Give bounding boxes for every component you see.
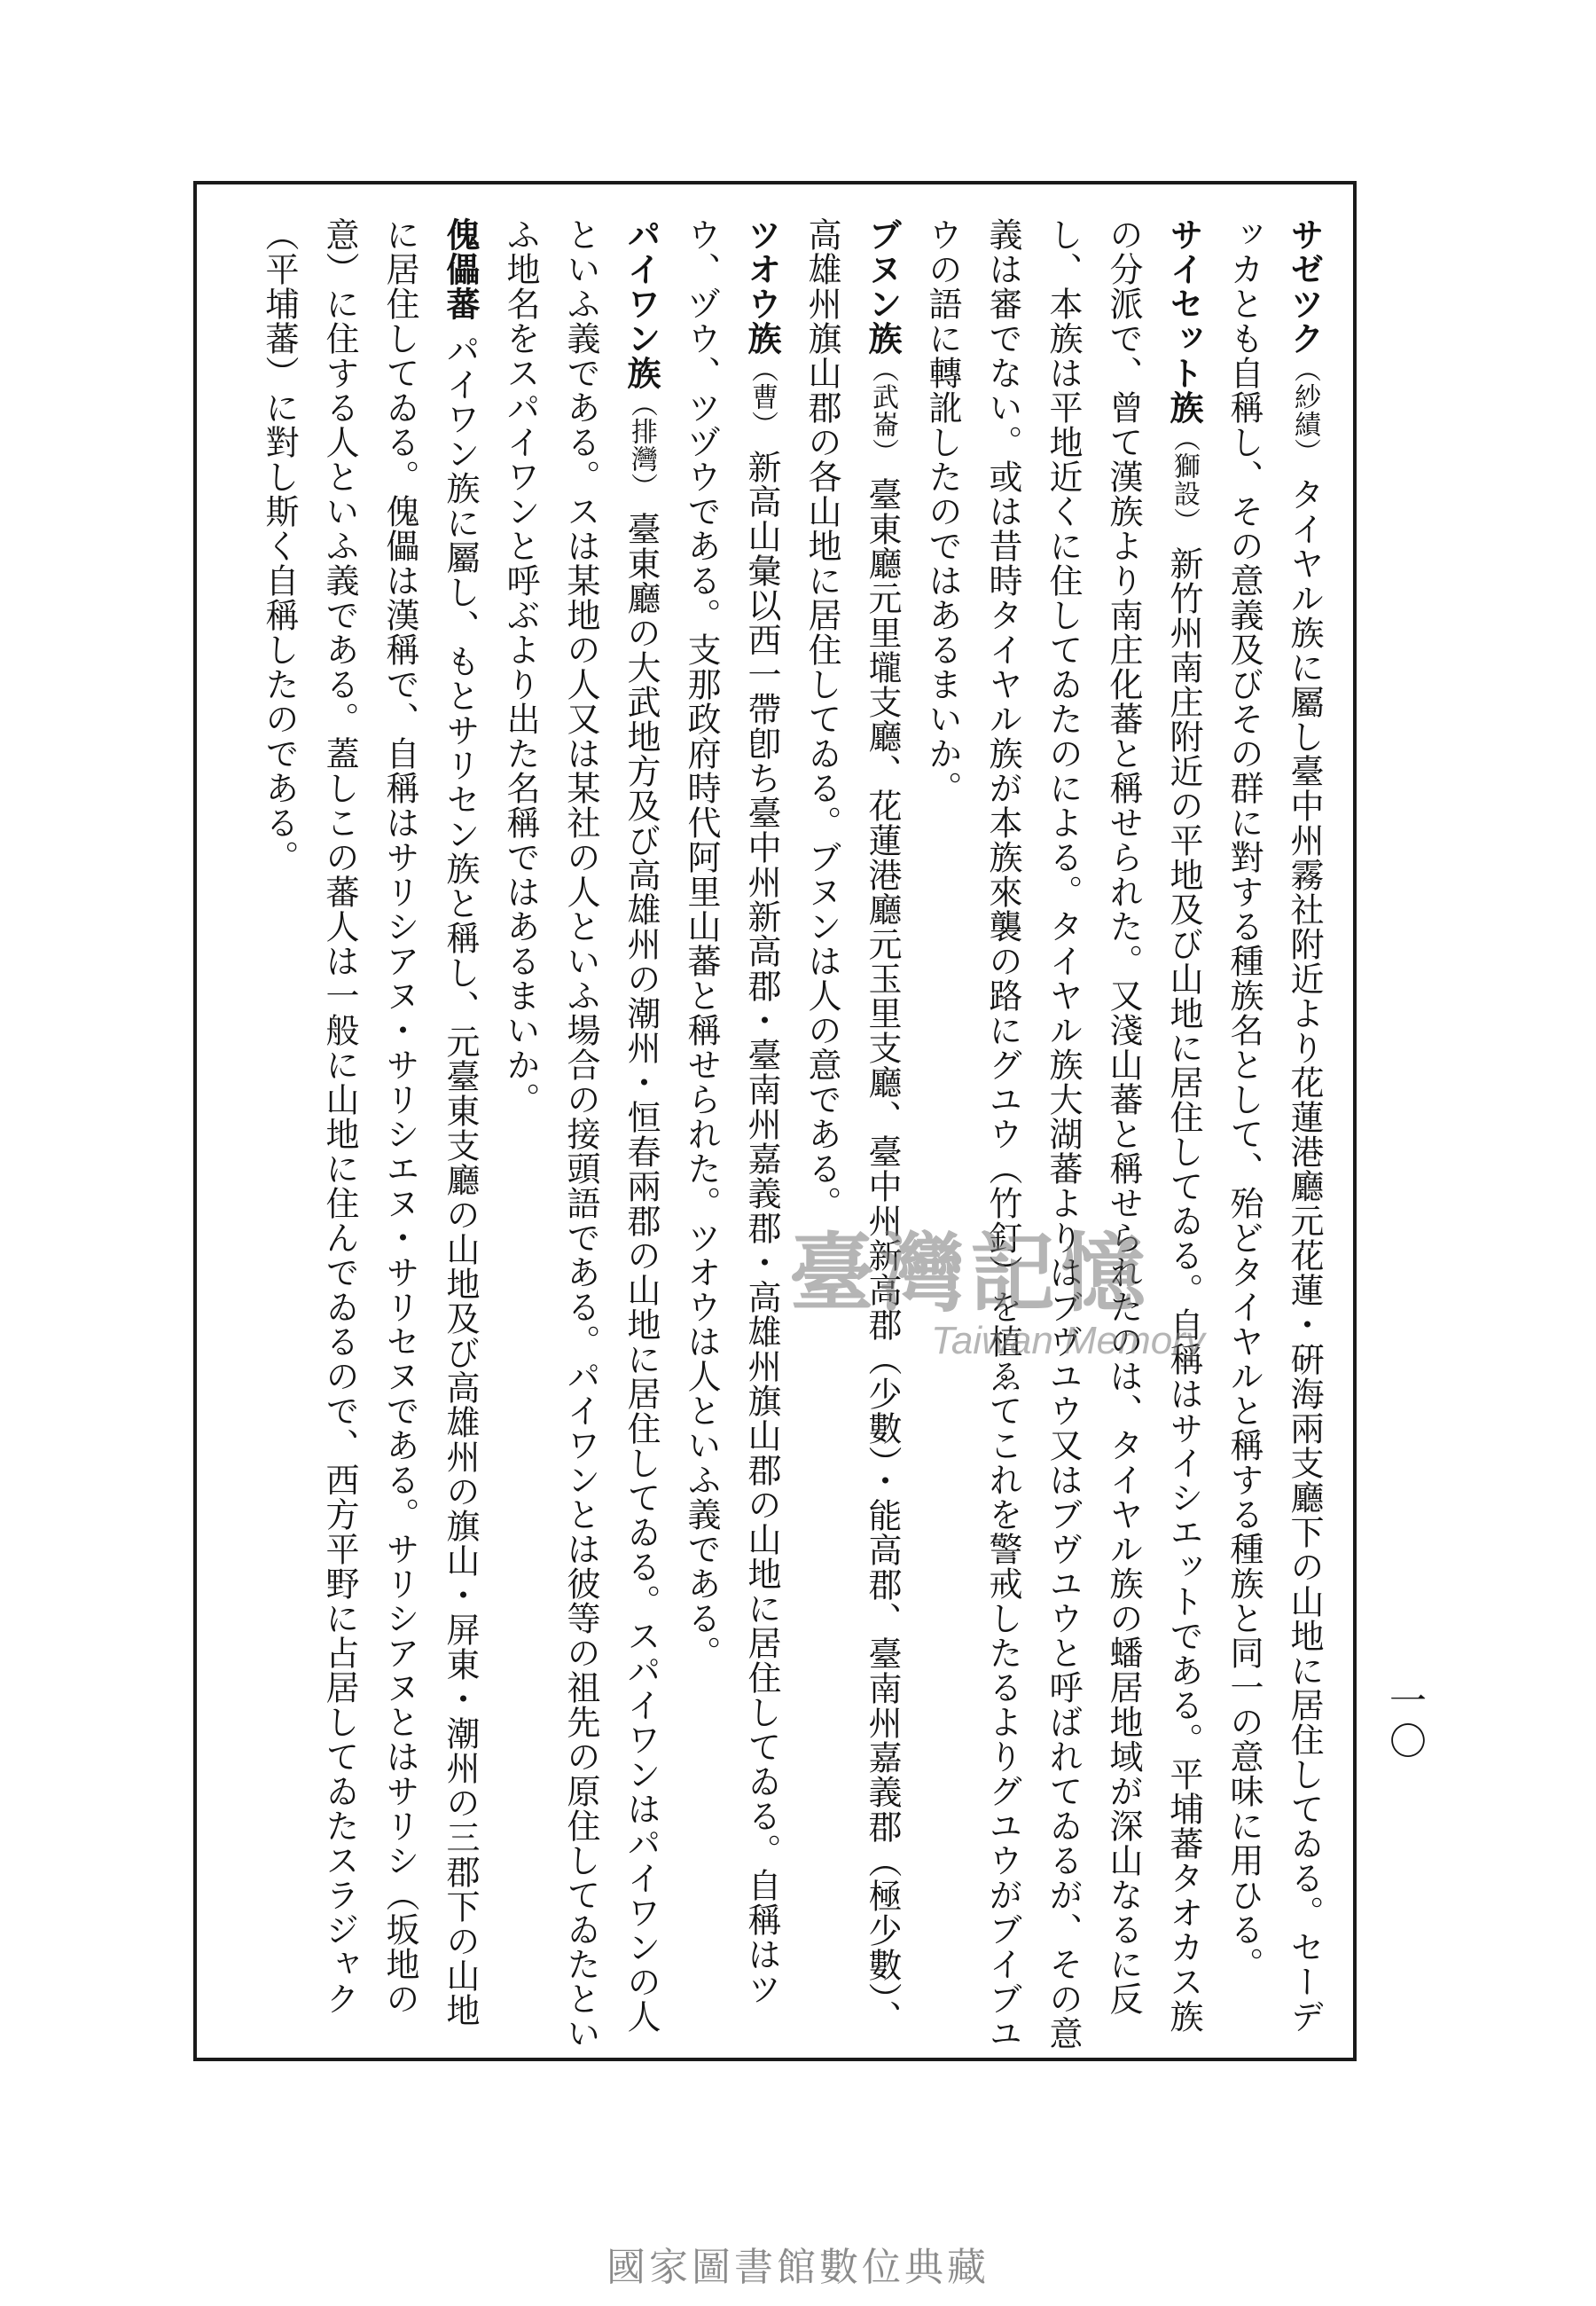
watermark-en-text: Taiwan Memory (931, 1319, 1205, 1362)
entry-bunun (792, 217, 912, 2053)
entry-term: ツオウ族 (742, 217, 781, 356)
entry-paiwan (490, 217, 671, 2053)
entry-kairai (249, 217, 490, 2053)
entry-term: サイセット族 (1164, 217, 1203, 425)
footer-archive-label: 國家圖書館數位典藏 (606, 2245, 990, 2290)
entry-text: 臺東廳の大武地方及び高雄州の潮州・恒春兩郡の山地に居住してゐる。スパイワンはパイワンの人といふ義である。スは某地の人又は某社の人といふ場合の接頭語である。パイワンとは彼等の祖先の原住してゐたといふ地名をスパイワンと呼ぶより出た名稱ではあるまいか。 (501, 217, 661, 2051)
entry-reading: （紗績） (1289, 356, 1320, 466)
entry-text: 新竹州南庄附近の平地及び山地に居住してゐる。自稱はサイシエットである。平埔蕃タオカス族の分派で、曾て漢族より南庄化蕃と稱せられた。又淺山蕃と稱せられたのは、タイヤル族の蟠居地域が深山なるに反し、本族は平地近くに住してゐたのによる。タイヤル族大湖蕃よりはブヴユウ又はブヴユウと呼ばれてゐるが、その意義は審でない。或は昔時タイヤル族が本族來襲の路にグユウ（竹釘）を植ゑてこれを警戒したるよりグユウがブイブユウの語に轉訛したのではあるまいか。 (923, 217, 1203, 2051)
entry-sazekku (1214, 217, 1334, 2053)
entry-reading: （排灣） (626, 390, 657, 500)
entry-saisetto (912, 217, 1214, 2053)
entry-term: パイワン族 (622, 217, 661, 390)
watermark-cjk-text: 臺灣記憶 (789, 1223, 1151, 1323)
entry-term: サゼツク (1285, 217, 1324, 356)
entry-reading: （曹） (747, 356, 778, 438)
main-text (217, 217, 1334, 2053)
entry-reading: （獅設） (1169, 425, 1200, 535)
entry-tsou (671, 217, 792, 2053)
entry-term: ブヌン族 (863, 217, 902, 356)
entry-term: 傀儡蕃 (441, 217, 480, 321)
entry-text: タイヤル族に屬し臺中州霧社附近より花蓮港廳元花蓮・硏海兩支廳下の山地に居住してゐる。セーデッカとも自稱し、その意義及びその群に對する種族名として、殆どタイヤルと稱する種族と同一の意味に用ひる。 (1224, 217, 1324, 2035)
page-number: 一〇 (1384, 1681, 1428, 1762)
entry-reading: （武崙） (867, 356, 898, 466)
entry-text: パイワン族に屬し、もとサリセン族と稱し、元臺東支廳の山地及び高雄州の旗山・屏東・潮州の三郡下の山地に居住してゐる。傀儡は漢稱で、自稱はサリシアヌ・サリシエヌ・サリセヌである。サリシアヌとはサリシ（坂地の意）に住する人といふ義である。蓋しこの蕃人は一般に山地に住んでゐるので、西方平野に占居してゐたスラジャク（平埔蕃）に對し斯く自稱したのである。 (260, 217, 480, 2028)
entry-text: 臺東廳元里壠支廳、花蓮港廳元玉里支廳、臺中州新高郡（少數）・能高郡、臺南州嘉義郡（極少數）、高雄州旗山郡の各山地に居住してゐる。ブヌンは人の意である。 (802, 217, 902, 2035)
entry-text: 新高山彙以西一帶卽ち臺中州新高郡・臺南州嘉義郡・高雄州旗山郡の山地に居住してゐる。自稱はツウ、ヅウ、ツヅウである。支那政府時代阿里山蕃と稱せられた。ツオウは人といふ義である。 (682, 217, 781, 2007)
